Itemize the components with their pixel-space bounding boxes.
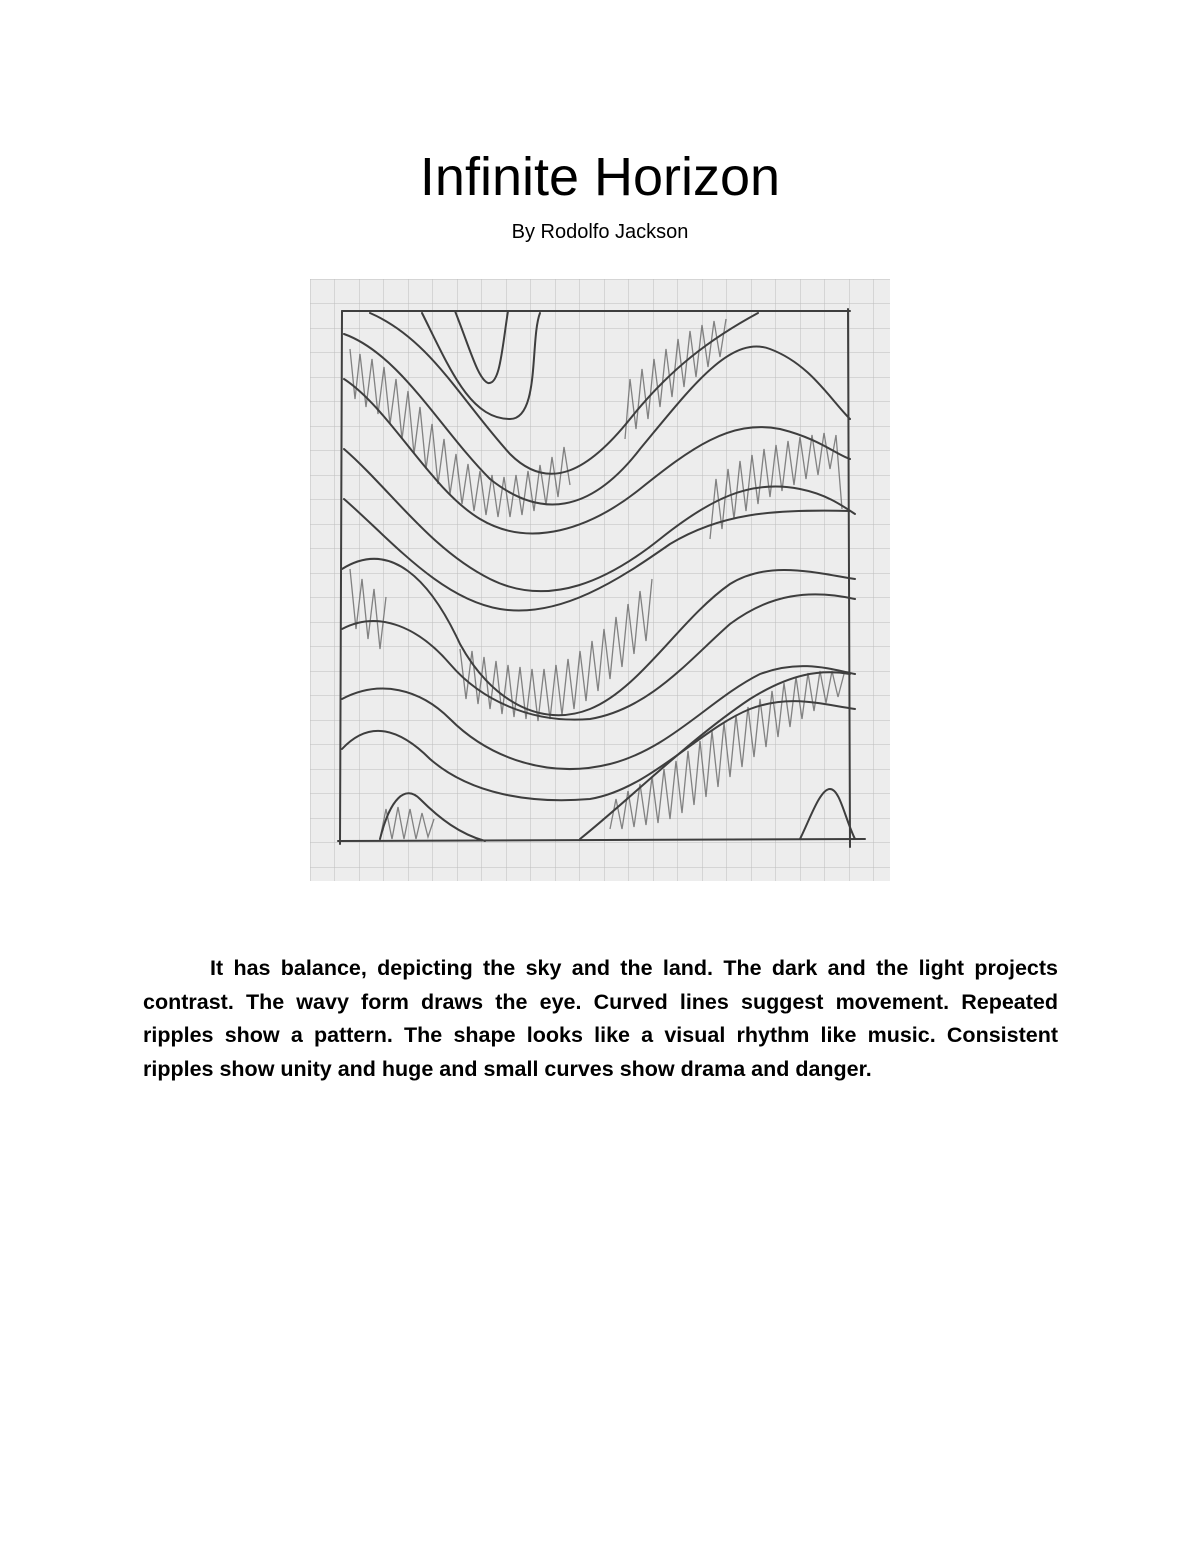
page-title: Infinite Horizon [419, 147, 781, 207]
artwork-image [310, 279, 890, 881]
author-byline: By Rodolfo Jackson [511, 221, 689, 243]
pencil-wave-drawing-icon [310, 279, 890, 881]
description-paragraph: It has balance, depicting the sky and the land. The dark and the light projects contrast. The wavy form draws the eye. Curved lines suggest movement. Repeated ripples show a pattern. The shape looks like a visual rhythm like music. Consistent ripples show unity and huge and small curves show drama and danger. [143, 956, 1058, 1081]
